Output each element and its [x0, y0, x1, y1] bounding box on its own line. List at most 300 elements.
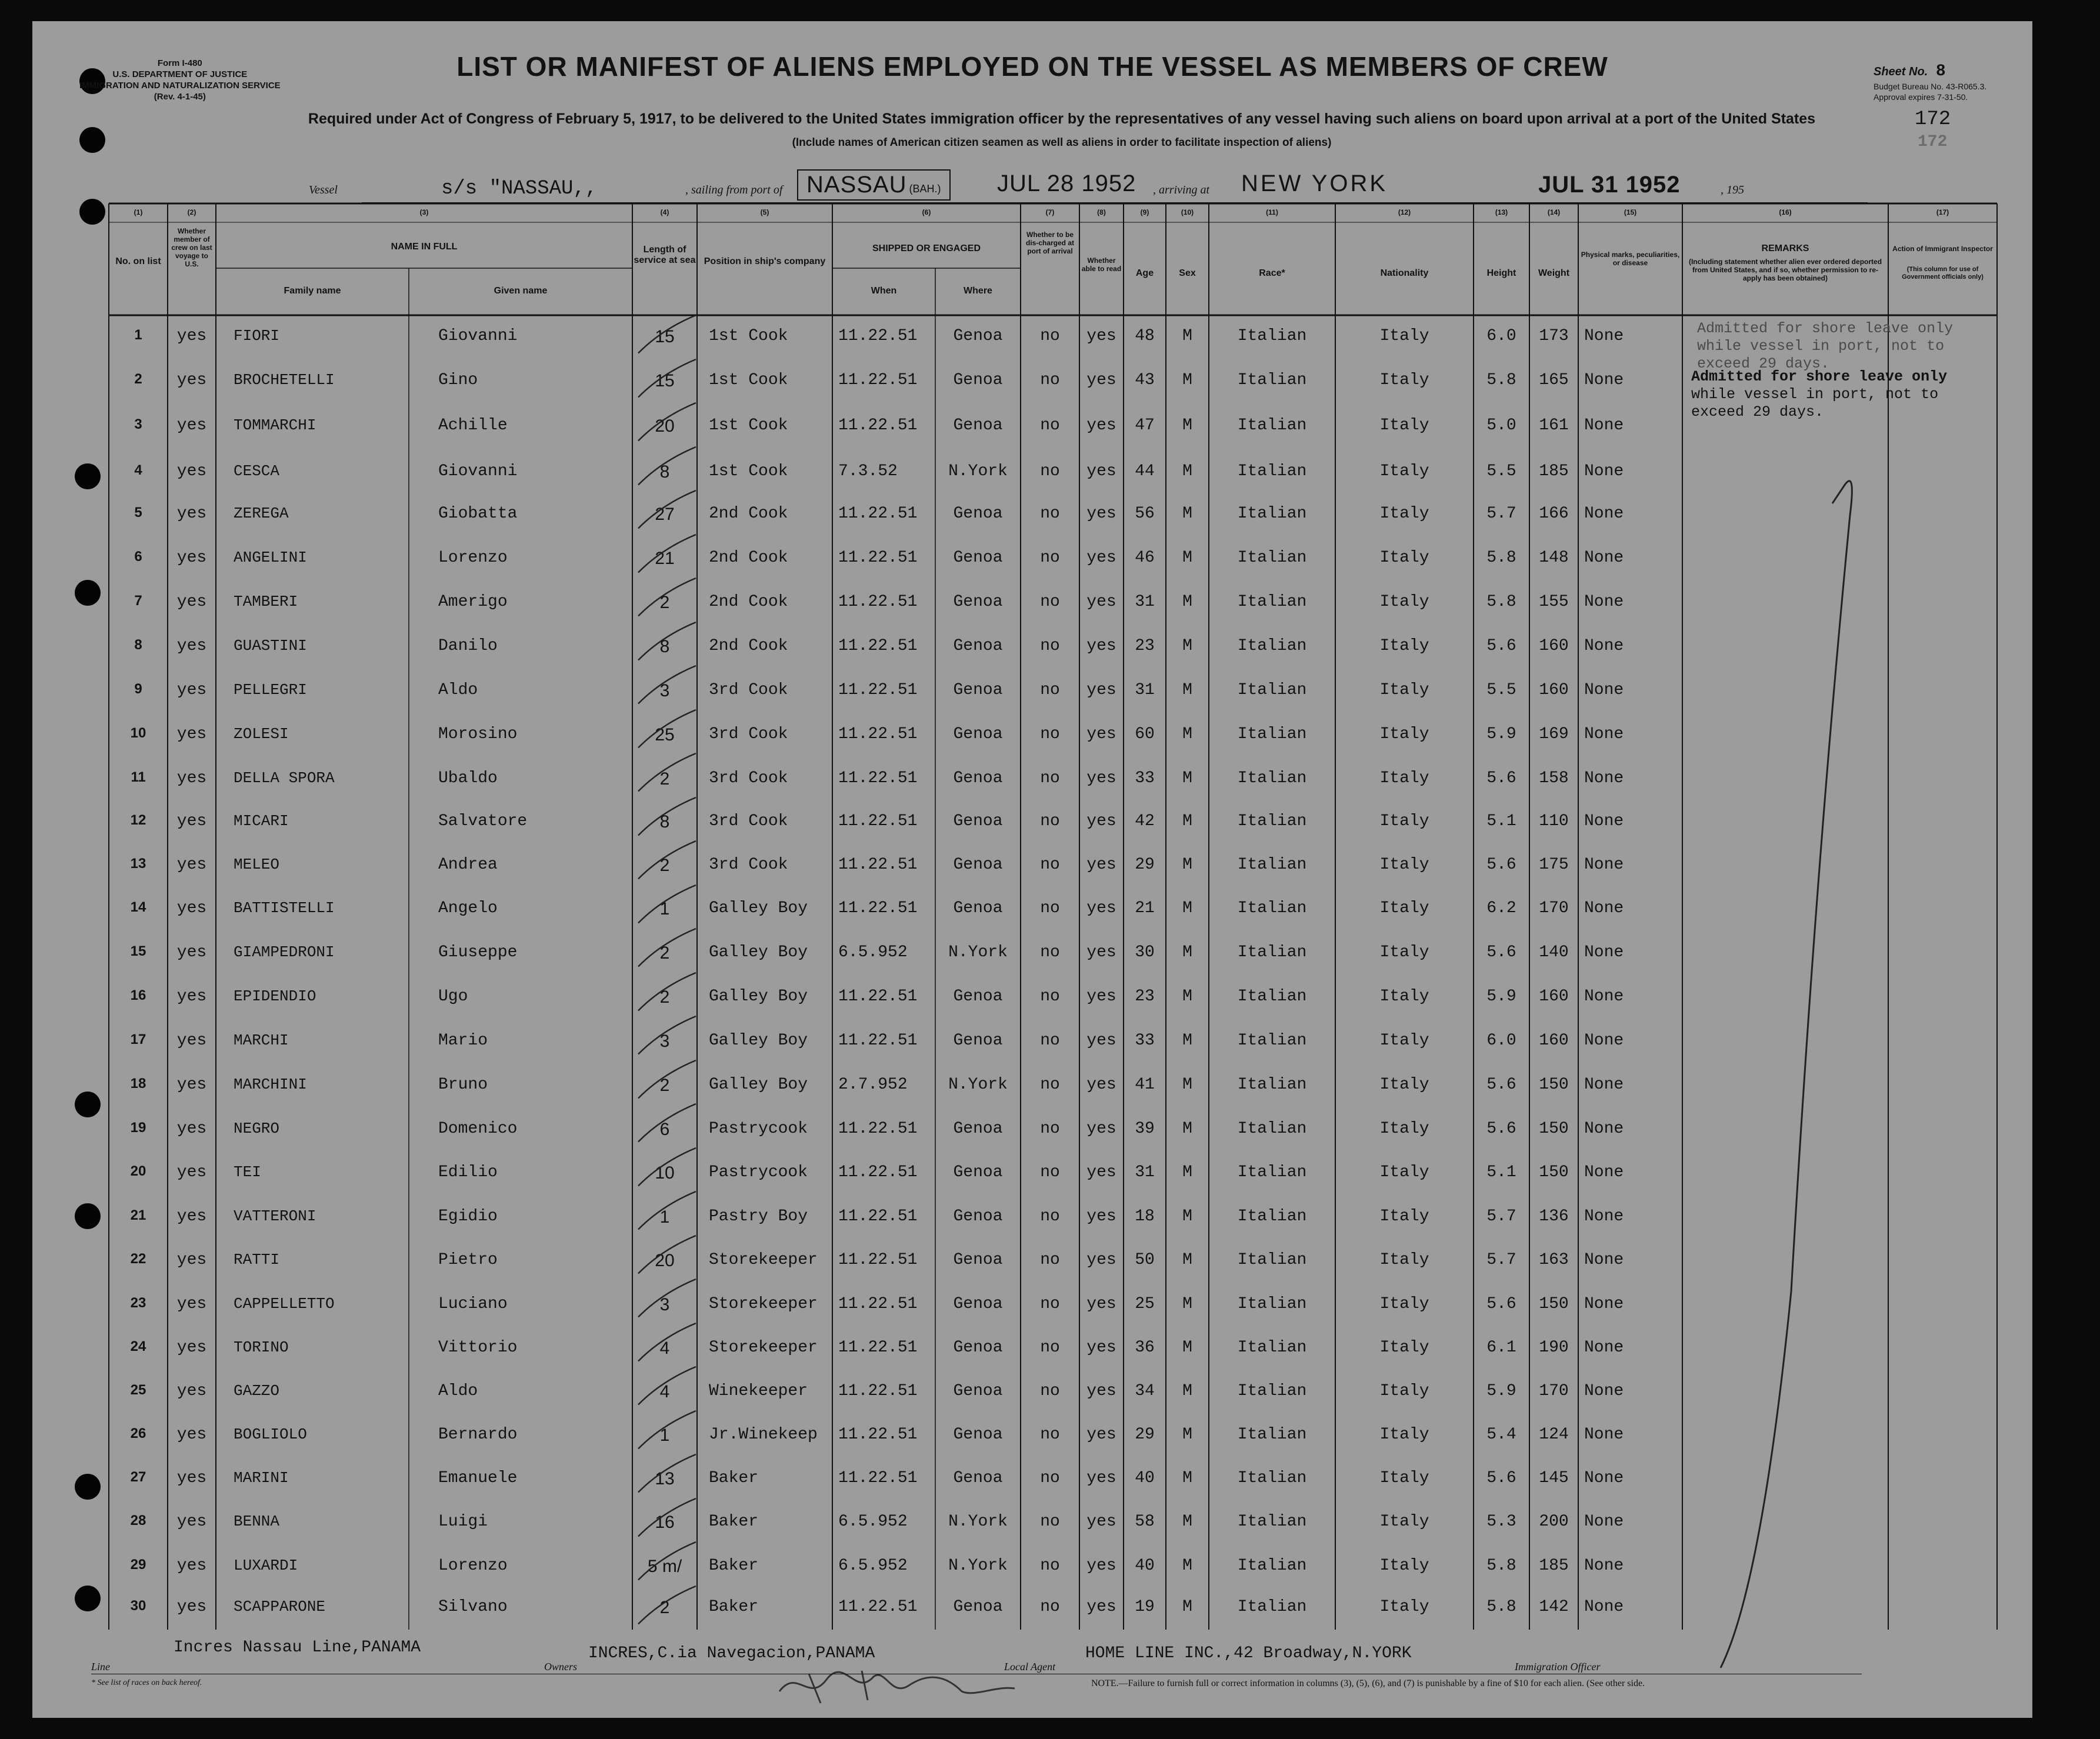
- cell-sex: M: [1182, 856, 1192, 874]
- cell-discharged: no: [1040, 1469, 1060, 1488]
- cell-sex: M: [1182, 1207, 1192, 1226]
- cell-physical: None: [1584, 943, 1624, 962]
- cell-read: yes: [1086, 681, 1116, 699]
- cell-member: yes: [176, 769, 207, 787]
- cell-sex: M: [1182, 593, 1192, 612]
- cell-sex: M: [1182, 1382, 1192, 1400]
- column-number: (7): [1045, 208, 1055, 216]
- cell-read: yes: [1086, 1557, 1116, 1576]
- cell-race: Italian: [1237, 371, 1307, 390]
- cell-no: 29: [130, 1557, 146, 1573]
- cell-discharged: no: [1040, 987, 1060, 1006]
- cell-race: Italian: [1237, 1207, 1307, 1226]
- cell-no: 9: [134, 681, 142, 697]
- cell-given: Giovanni: [438, 462, 518, 480]
- cell-when: 2.7.952: [838, 1075, 908, 1094]
- cell-position: 2nd Cook: [709, 636, 788, 655]
- cell-nationality: Italy: [1379, 549, 1429, 567]
- cell-given: Emanuele: [438, 1469, 518, 1488]
- cell-nationality: Italy: [1379, 1382, 1429, 1400]
- cell-given: Ugo: [438, 987, 468, 1006]
- cell-where: N.York: [948, 943, 1008, 962]
- cell-discharged: no: [1040, 681, 1060, 699]
- cell-when: 11.22.51: [838, 899, 918, 918]
- cell-discharged: no: [1040, 1557, 1060, 1576]
- cell-when: 6.5.952: [838, 943, 908, 962]
- cell-member: yes: [176, 549, 207, 567]
- cell-position: 3rd Cook: [709, 681, 788, 699]
- check-mark: [626, 1188, 703, 1238]
- sheet-label: Sheet No.: [1874, 65, 1928, 78]
- cell-height: 5.1: [1486, 1163, 1516, 1182]
- cell-no: 17: [130, 1032, 146, 1047]
- cell-weight: 170: [1539, 899, 1569, 918]
- cell-length: 2: [659, 943, 670, 963]
- cell-given: Egidio: [438, 1207, 498, 1226]
- cell-physical: None: [1584, 1207, 1624, 1226]
- cell-weight: 145: [1539, 1469, 1569, 1488]
- cell-no: 6: [134, 549, 142, 565]
- cell-when: 11.22.51: [838, 1295, 918, 1314]
- cell-physical: None: [1584, 1338, 1624, 1357]
- header-nationality: Nationality: [1380, 268, 1429, 278]
- header-height: Height: [1486, 268, 1516, 278]
- column-number: (15): [1624, 208, 1637, 216]
- cell-position: Galley Boy: [709, 987, 808, 1006]
- cell-height: 5.3: [1486, 1513, 1516, 1531]
- cell-age: 40: [1135, 1469, 1155, 1488]
- cell-physical: None: [1584, 1295, 1624, 1314]
- cell-read: yes: [1086, 504, 1116, 523]
- cell-sex: M: [1182, 1338, 1192, 1357]
- cell-discharged: no: [1040, 1251, 1060, 1270]
- cell-position: Storekeeper: [709, 1251, 818, 1270]
- cell-age: 34: [1135, 1382, 1155, 1400]
- cell-read: yes: [1086, 416, 1116, 435]
- cell-where: N.York: [948, 1513, 1008, 1531]
- cell-member: yes: [176, 1295, 207, 1314]
- check-mark: [626, 794, 703, 844]
- cell-no: 22: [130, 1251, 146, 1267]
- cell-family: MELEO: [234, 856, 280, 874]
- cell-sex: M: [1182, 1119, 1192, 1138]
- cell-sex: M: [1182, 1557, 1192, 1576]
- cell-height: 5.7: [1486, 1207, 1516, 1226]
- cell-given: Lorenzo: [438, 549, 508, 567]
- cell-sex: M: [1182, 636, 1192, 655]
- cell-read: yes: [1086, 1469, 1116, 1488]
- cell-weight: 136: [1539, 1207, 1569, 1226]
- cell-length: 6: [659, 1119, 670, 1139]
- cell-weight: 161: [1539, 416, 1569, 435]
- cell-age: 31: [1135, 593, 1155, 612]
- cell-race: Italian: [1237, 636, 1307, 655]
- cell-position: 2nd Cook: [709, 549, 788, 567]
- check-mark: [626, 1057, 703, 1107]
- cell-member: yes: [176, 987, 207, 1006]
- cell-age: 48: [1135, 327, 1155, 345]
- cell-race: Italian: [1237, 812, 1307, 830]
- cell-weight: 166: [1539, 504, 1569, 523]
- cell-physical: None: [1584, 987, 1624, 1006]
- cell-position: Winekeeper: [709, 1382, 808, 1400]
- cell-physical: None: [1584, 1382, 1624, 1400]
- cell-position: Pastrycook: [709, 1163, 808, 1182]
- cell-read: yes: [1086, 1251, 1116, 1270]
- cell-physical: None: [1584, 1513, 1624, 1531]
- cell-nationality: Italy: [1379, 1163, 1429, 1182]
- cell-weight: 175: [1539, 856, 1569, 874]
- cell-given: Amerigo: [438, 593, 508, 612]
- cell-where: Genoa: [953, 769, 1003, 787]
- cell-physical: None: [1584, 812, 1624, 830]
- cell-when: 11.22.51: [838, 1251, 918, 1270]
- owners-label: Owners: [544, 1661, 578, 1673]
- document-title: LIST OR MANIFEST OF ALIENS EMPLOYED ON THE VESSEL AS MEMBERS OF CREW: [456, 51, 1608, 82]
- owners-value: INCRES,C.ia Navegacion,PANAMA: [588, 1644, 875, 1663]
- cell-discharged: no: [1040, 327, 1060, 345]
- cell-discharged: no: [1040, 725, 1060, 743]
- cell-age: 30: [1135, 943, 1155, 962]
- cell-position: Baker: [709, 1597, 759, 1616]
- column-number: (17): [1936, 208, 1949, 216]
- cell-member: yes: [176, 1382, 207, 1400]
- cell-length: 8: [659, 462, 670, 482]
- cell-sex: M: [1182, 1597, 1192, 1616]
- cell-no: 12: [130, 812, 146, 828]
- check-mark: [626, 1583, 703, 1633]
- cell-position: Baker: [709, 1513, 759, 1531]
- cell-sex: M: [1182, 416, 1192, 435]
- cell-length: 5 m/: [647, 1557, 682, 1577]
- cell-read: yes: [1086, 1382, 1116, 1400]
- cell-sex: M: [1182, 769, 1192, 787]
- remark-line: exceed 29 days.: [1697, 355, 1830, 372]
- cell-physical: None: [1584, 1075, 1624, 1094]
- cell-height: 5.6: [1486, 769, 1516, 787]
- page-number: 172: [1915, 108, 1951, 131]
- cell-age: 18: [1135, 1207, 1155, 1226]
- cell-family: DELLA SPORA: [234, 769, 335, 787]
- cell-race: Italian: [1237, 1597, 1307, 1616]
- cell-given: Luigi: [438, 1513, 488, 1531]
- cell-physical: None: [1584, 1557, 1624, 1576]
- cell-family: LUXARDI: [234, 1557, 298, 1575]
- penalty-note: NOTE.—Failure to furnish full or correct information in columns (3), (5), (6), and (7) is punishable by a fine of $10 for each alien. (See other side.: [1091, 1678, 1645, 1688]
- cell-given: Pietro: [438, 1251, 498, 1270]
- cell-position: Jr.Winekeep: [709, 1425, 818, 1444]
- cell-position: 3rd Cook: [709, 725, 788, 743]
- cell-weight: 155: [1539, 593, 1569, 612]
- cell-nationality: Italy: [1379, 1207, 1429, 1226]
- cell-race: Italian: [1237, 1513, 1307, 1531]
- cell-nationality: Italy: [1379, 681, 1429, 699]
- cell-discharged: no: [1040, 1207, 1060, 1226]
- cell-race: Italian: [1237, 769, 1307, 787]
- cell-family: TAMBERI: [234, 593, 298, 611]
- service: IMMIGRATION AND NATURALIZATION SERVICE: [79, 81, 281, 91]
- cell-sex: M: [1182, 371, 1192, 390]
- cell-member: yes: [176, 812, 207, 830]
- cell-physical: None: [1584, 1119, 1624, 1138]
- cell-given: Vittorio: [438, 1338, 518, 1357]
- cell-race: Italian: [1237, 504, 1307, 523]
- check-mark: [626, 487, 703, 537]
- header-family: Family name: [284, 286, 341, 296]
- cell-read: yes: [1086, 1295, 1116, 1314]
- cell-given: Giovanni: [438, 327, 518, 345]
- cell-no: 7: [134, 593, 142, 609]
- document-subtitle: Required under Act of Congress of February 5, 1917, to be delivered to the United States immigration officer by the representatives of any vessel having such aliens on board upon arrival at a port of the United States: [308, 111, 1816, 127]
- cell-discharged: no: [1040, 504, 1060, 523]
- cell-physical: None: [1584, 1597, 1624, 1616]
- cell-height: 5.4: [1486, 1425, 1516, 1444]
- cell-age: 47: [1135, 416, 1155, 435]
- cell-physical: None: [1584, 371, 1624, 390]
- cell-height: 5.8: [1486, 549, 1516, 567]
- column-number: (6): [922, 208, 931, 216]
- cell-when: 11.22.51: [838, 416, 918, 435]
- cell-age: 21: [1135, 899, 1155, 918]
- cell-family: SCAPPARONE: [234, 1597, 326, 1615]
- cell-no: 24: [130, 1338, 146, 1354]
- cell-race: Italian: [1237, 593, 1307, 612]
- cell-nationality: Italy: [1379, 769, 1429, 787]
- department: U.S. DEPARTMENT OF JUSTICE: [112, 69, 248, 79]
- cell-member: yes: [176, 593, 207, 612]
- cell-when: 11.22.51: [838, 504, 918, 523]
- cell-read: yes: [1086, 1338, 1116, 1357]
- header-member: Whether member of crew on last voyage to U.S.: [171, 227, 212, 268]
- cell-height: 5.7: [1486, 504, 1516, 523]
- cell-when: 11.22.51: [838, 1469, 918, 1488]
- cell-physical: None: [1584, 504, 1624, 523]
- cell-read: yes: [1086, 636, 1116, 655]
- cell-family: TEI: [234, 1163, 261, 1181]
- cell-age: 33: [1135, 769, 1155, 787]
- cell-age: 58: [1135, 1513, 1155, 1531]
- check-mark: [626, 925, 703, 975]
- cell-height: 5.8: [1486, 1597, 1516, 1616]
- cell-when: 11.22.51: [838, 1119, 918, 1138]
- cell-when: 11.22.51: [838, 725, 918, 743]
- cell-no: 3: [134, 416, 142, 432]
- budget-line: Budget Bureau No. 43-R065.3.: [1874, 82, 1987, 91]
- cell-position: Galley Boy: [709, 899, 808, 918]
- cell-read: yes: [1086, 812, 1116, 830]
- cell-height: 5.6: [1486, 1119, 1516, 1138]
- cell-age: 33: [1135, 1032, 1155, 1050]
- column-number: (1): [134, 208, 143, 216]
- cell-no: 5: [134, 504, 142, 520]
- cell-race: Italian: [1237, 416, 1307, 435]
- cell-discharged: no: [1040, 899, 1060, 918]
- cell-weight: 163: [1539, 1251, 1569, 1270]
- header-length: Length of service at sea: [634, 245, 696, 265]
- cell-discharged: no: [1040, 416, 1060, 435]
- cell-race: Italian: [1237, 1163, 1307, 1182]
- cell-member: yes: [176, 504, 207, 523]
- cell-physical: None: [1584, 856, 1624, 874]
- departure-port-suffix: (BAH.): [909, 183, 941, 195]
- cell-family: EPIDENDIO: [234, 987, 316, 1005]
- check-mark: [626, 1495, 703, 1545]
- cell-weight: 158: [1539, 769, 1569, 787]
- cell-member: yes: [176, 1597, 207, 1616]
- cell-no: 18: [130, 1075, 146, 1092]
- cell-given: Bruno: [438, 1075, 488, 1094]
- cell-member: yes: [176, 416, 207, 435]
- cell-read: yes: [1086, 856, 1116, 874]
- cell-discharged: no: [1040, 856, 1060, 874]
- cell-height: 5.8: [1486, 1557, 1516, 1576]
- cell-discharged: no: [1040, 1119, 1060, 1138]
- cell-nationality: Italy: [1379, 1469, 1429, 1488]
- column-number: (2): [187, 208, 196, 216]
- check-mark: [626, 706, 703, 756]
- cell-race: Italian: [1237, 1295, 1307, 1314]
- remarks-faded-stamp: [1697, 320, 1953, 373]
- cell-given: Lorenzo: [438, 1557, 508, 1576]
- cell-weight: 169: [1539, 725, 1569, 743]
- cell-height: 5.7: [1486, 1251, 1516, 1270]
- check-mark: [626, 1144, 703, 1194]
- cell-no: 25: [130, 1382, 146, 1398]
- remark-line: Admitted for shore leave only: [1691, 368, 1948, 385]
- column-number: (10): [1181, 208, 1194, 216]
- check-mark: [626, 399, 703, 449]
- cell-nationality: Italy: [1379, 462, 1429, 480]
- cell-race: Italian: [1237, 987, 1307, 1006]
- cell-sex: M: [1182, 725, 1192, 743]
- cell-discharged: no: [1040, 371, 1060, 390]
- column-number: (11): [1266, 208, 1278, 216]
- cell-no: 26: [130, 1425, 146, 1441]
- cell-family: FIORI: [234, 327, 280, 345]
- cell-race: Italian: [1237, 1557, 1307, 1576]
- cell-sex: M: [1182, 1295, 1192, 1314]
- cell-age: 31: [1135, 681, 1155, 699]
- cell-position: Pastry Boy: [709, 1207, 808, 1226]
- cell-length: 25: [655, 725, 675, 745]
- cell-where: Genoa: [953, 856, 1003, 874]
- cell-age: 42: [1135, 812, 1155, 830]
- cell-no: 15: [130, 943, 146, 959]
- cell-read: yes: [1086, 1075, 1116, 1094]
- cell-physical: None: [1584, 416, 1624, 435]
- remark-line: exceed 29 days.: [1691, 403, 1824, 420]
- cell-length: 21: [655, 549, 675, 568]
- cell-nationality: Italy: [1379, 1425, 1429, 1444]
- year-suffix: , 195: [1721, 183, 1744, 196]
- cell-given: Gino: [438, 371, 478, 390]
- header-weight: Weight: [1538, 268, 1570, 278]
- cell-where: Genoa: [953, 549, 1003, 567]
- header-age: Age: [1135, 268, 1154, 278]
- cell-when: 11.22.51: [838, 812, 918, 830]
- cell-where: Genoa: [953, 371, 1003, 390]
- cell-given: Mario: [438, 1032, 488, 1050]
- cell-discharged: no: [1040, 812, 1060, 830]
- cell-length: 15: [655, 371, 675, 391]
- cell-age: 29: [1135, 1425, 1155, 1444]
- cell-where: Genoa: [953, 416, 1003, 435]
- cell-height: 5.5: [1486, 462, 1516, 480]
- cell-where: Genoa: [953, 327, 1003, 345]
- cell-race: Italian: [1237, 549, 1307, 567]
- cell-where: N.York: [948, 462, 1008, 480]
- cell-given: Achille: [438, 416, 508, 435]
- cell-given: Andrea: [438, 856, 498, 874]
- cell-when: 11.22.51: [838, 327, 918, 345]
- cell-read: yes: [1086, 371, 1116, 390]
- cell-nationality: Italy: [1379, 416, 1429, 435]
- manifest-sheet: [32, 21, 2032, 1718]
- cell-nationality: Italy: [1379, 812, 1429, 830]
- cell-when: 6.5.952: [838, 1557, 908, 1576]
- cell-length: 3: [659, 1032, 670, 1051]
- cell-weight: 140: [1539, 943, 1569, 962]
- cell-family: MICARI: [234, 812, 289, 830]
- cell-length: 1: [659, 1425, 670, 1445]
- cell-height: 5.9: [1486, 1382, 1516, 1400]
- cell-no: 11: [131, 769, 146, 785]
- cell-position: Storekeeper: [709, 1295, 818, 1314]
- cell-sex: M: [1182, 1075, 1192, 1094]
- cell-height: 5.6: [1486, 1075, 1516, 1094]
- cell-sex: M: [1182, 462, 1192, 480]
- header-remarks: REMARKS: [1761, 243, 1809, 253]
- cell-given: Bernardo: [438, 1425, 518, 1444]
- cell-read: yes: [1086, 987, 1116, 1006]
- cell-when: 11.22.51: [838, 1163, 918, 1182]
- cell-length: 10: [655, 1163, 675, 1183]
- check-mark: [626, 882, 703, 932]
- cell-age: 29: [1135, 856, 1155, 874]
- cell-no: 8: [134, 636, 142, 653]
- cell-sex: M: [1182, 549, 1192, 567]
- cell-length: 1: [659, 899, 670, 919]
- cell-where: Genoa: [953, 812, 1003, 830]
- cell-discharged: no: [1040, 636, 1060, 655]
- cell-where: Genoa: [953, 1295, 1003, 1314]
- cell-read: yes: [1086, 1425, 1116, 1444]
- cell-race: Italian: [1237, 899, 1307, 918]
- cell-family: MARCHI: [234, 1032, 289, 1049]
- check-mark: [626, 531, 703, 581]
- cell-family: CAPPELLETTO: [234, 1295, 335, 1313]
- cell-family: MARINI: [234, 1469, 289, 1487]
- cell-physical: None: [1584, 1032, 1624, 1050]
- cell-where: N.York: [948, 1075, 1008, 1094]
- cell-discharged: no: [1040, 593, 1060, 612]
- check-mark: [626, 662, 703, 712]
- cell-race: Italian: [1237, 1075, 1307, 1094]
- cell-position: 1st Cook: [709, 371, 788, 390]
- cell-length: 16: [655, 1513, 675, 1533]
- cell-family: CESCA: [234, 462, 280, 480]
- cell-age: 39: [1135, 1119, 1155, 1138]
- cell-given: Silvano: [438, 1597, 508, 1616]
- cell-discharged: no: [1040, 943, 1060, 962]
- cell-height: 5.1: [1486, 812, 1516, 830]
- cell-discharged: no: [1040, 1338, 1060, 1357]
- cell-position: Pastrycook: [709, 1119, 808, 1138]
- cell-weight: 160: [1539, 1032, 1569, 1050]
- cell-age: 25: [1135, 1295, 1155, 1314]
- column-number: (4): [660, 208, 669, 216]
- cell-physical: None: [1584, 1425, 1624, 1444]
